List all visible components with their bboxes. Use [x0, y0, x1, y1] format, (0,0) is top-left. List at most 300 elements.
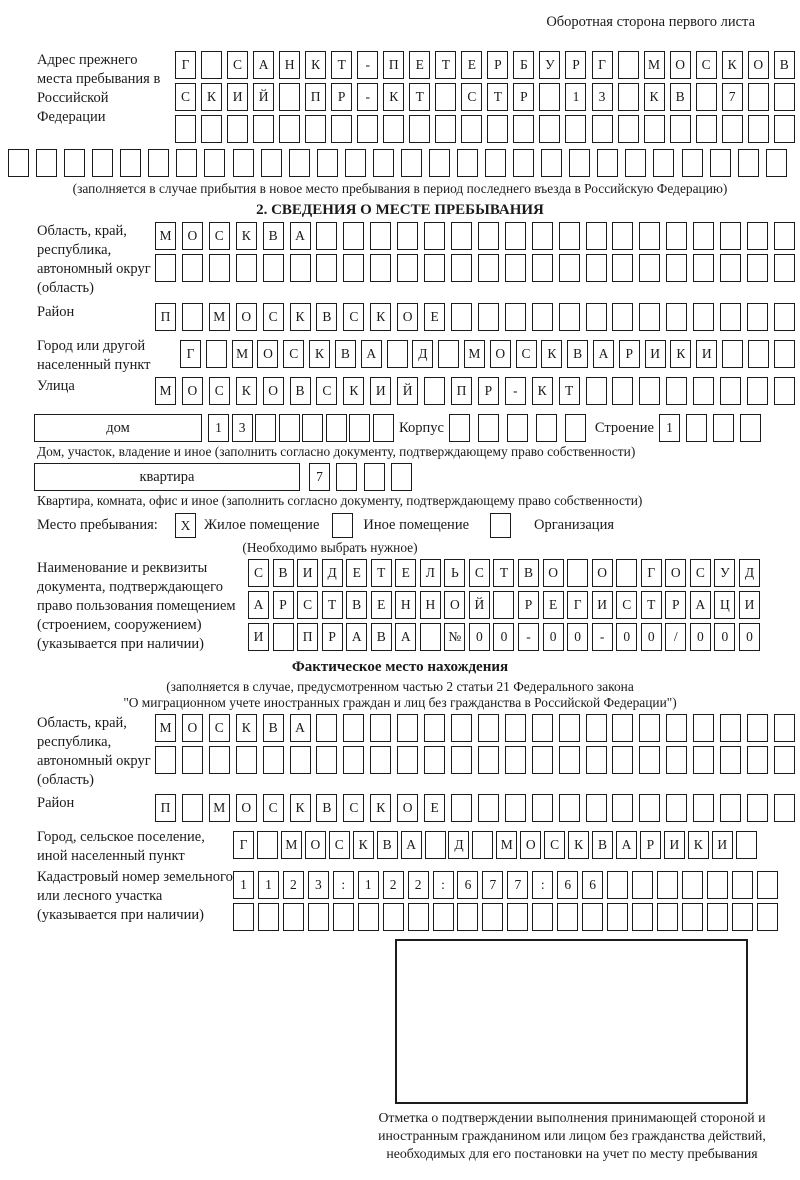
char-box[interactable] — [774, 340, 795, 368]
char-box[interactable] — [616, 559, 637, 587]
char-box[interactable]: Т — [641, 591, 662, 619]
char-box[interactable]: Н — [395, 591, 416, 619]
char-box[interactable] — [8, 149, 29, 177]
char-box[interactable]: М — [155, 714, 176, 742]
char-box[interactable] — [64, 149, 85, 177]
char-box[interactable]: 0 — [616, 623, 637, 651]
char-box[interactable]: О — [182, 714, 203, 742]
char-box[interactable] — [358, 903, 379, 931]
char-box[interactable] — [233, 903, 254, 931]
char-box[interactable] — [283, 903, 304, 931]
char-box[interactable] — [536, 414, 557, 442]
char-box[interactable]: К — [644, 83, 665, 111]
char-box[interactable]: 1 — [659, 414, 680, 442]
char-box[interactable] — [532, 746, 553, 774]
char-box[interactable]: Й — [253, 83, 274, 111]
char-box[interactable] — [120, 149, 141, 177]
char-box[interactable]: Д — [322, 559, 343, 587]
char-box[interactable] — [201, 51, 222, 79]
char-box[interactable] — [182, 794, 203, 822]
char-box[interactable] — [451, 303, 472, 331]
char-box[interactable]: Р — [565, 51, 586, 79]
char-box[interactable] — [236, 746, 257, 774]
char-box[interactable] — [532, 714, 553, 742]
char-box[interactable]: С — [696, 51, 717, 79]
char-box[interactable]: П — [155, 303, 176, 331]
char-box[interactable] — [612, 254, 633, 282]
char-box[interactable]: И — [712, 831, 733, 859]
char-box[interactable] — [316, 714, 337, 742]
char-box[interactable]: Й — [397, 377, 418, 405]
char-box[interactable]: М — [232, 340, 253, 368]
char-box[interactable]: Л — [420, 559, 441, 587]
char-box[interactable]: К — [236, 377, 257, 405]
char-box[interactable]: Д — [448, 831, 469, 859]
char-box[interactable] — [693, 222, 714, 250]
char-box[interactable] — [565, 115, 586, 143]
char-box[interactable]: Г — [592, 51, 613, 79]
char-box[interactable] — [722, 115, 743, 143]
char-box[interactable] — [774, 377, 795, 405]
char-box[interactable]: С — [297, 591, 318, 619]
char-box[interactable] — [774, 222, 795, 250]
char-box[interactable]: 0 — [493, 623, 514, 651]
char-box[interactable] — [666, 377, 687, 405]
char-box[interactable] — [597, 149, 618, 177]
char-box[interactable] — [233, 149, 254, 177]
char-box[interactable] — [693, 746, 714, 774]
char-box[interactable]: 6 — [557, 871, 578, 899]
char-box[interactable]: М — [209, 303, 230, 331]
char-box[interactable]: В — [670, 83, 691, 111]
char-box[interactable] — [409, 115, 430, 143]
char-box[interactable]: Ь — [444, 559, 465, 587]
char-box[interactable]: К — [290, 303, 311, 331]
char-box[interactable]: В — [377, 831, 398, 859]
char-box[interactable] — [451, 794, 472, 822]
char-box[interactable] — [592, 115, 613, 143]
char-box[interactable]: К — [290, 794, 311, 822]
char-box[interactable] — [607, 871, 628, 899]
char-box[interactable] — [586, 254, 607, 282]
char-box[interactable]: С — [544, 831, 565, 859]
char-box[interactable] — [425, 831, 446, 859]
char-box[interactable] — [478, 794, 499, 822]
char-box[interactable] — [732, 903, 753, 931]
char-box[interactable] — [478, 714, 499, 742]
char-box[interactable] — [279, 115, 300, 143]
char-box[interactable]: П — [451, 377, 472, 405]
char-box[interactable] — [639, 714, 660, 742]
char-box[interactable] — [209, 254, 230, 282]
char-box[interactable]: Е — [409, 51, 430, 79]
char-box[interactable] — [343, 222, 364, 250]
char-box[interactable] — [451, 714, 472, 742]
char-box[interactable]: П — [297, 623, 318, 651]
checkbox-inoe[interactable] — [332, 513, 353, 538]
char-box[interactable] — [478, 746, 499, 774]
char-box[interactable] — [644, 115, 665, 143]
char-box[interactable]: В — [273, 559, 294, 587]
char-box[interactable]: Е — [395, 559, 416, 587]
char-box[interactable] — [201, 115, 222, 143]
char-box[interactable] — [263, 254, 284, 282]
char-box[interactable]: А — [346, 623, 367, 651]
char-box[interactable] — [397, 222, 418, 250]
char-box[interactable] — [696, 115, 717, 143]
char-box[interactable] — [478, 303, 499, 331]
char-box[interactable] — [383, 115, 404, 143]
char-box[interactable] — [766, 149, 787, 177]
char-box[interactable]: А — [593, 340, 614, 368]
char-box[interactable] — [612, 303, 633, 331]
char-box[interactable]: С — [263, 303, 284, 331]
char-box[interactable]: К — [568, 831, 589, 859]
char-box[interactable] — [391, 463, 412, 491]
char-box[interactable] — [639, 303, 660, 331]
char-box[interactable] — [720, 222, 741, 250]
char-box[interactable]: С — [209, 714, 230, 742]
char-box[interactable] — [236, 254, 257, 282]
char-box[interactable] — [449, 414, 470, 442]
char-box[interactable] — [505, 222, 526, 250]
char-box[interactable] — [513, 149, 534, 177]
char-box[interactable]: О — [670, 51, 691, 79]
char-box[interactable] — [740, 414, 761, 442]
char-box[interactable]: Е — [371, 591, 392, 619]
char-box[interactable] — [424, 222, 445, 250]
char-box[interactable] — [438, 340, 459, 368]
char-box[interactable] — [532, 303, 553, 331]
char-box[interactable] — [541, 149, 562, 177]
char-box[interactable]: Р — [322, 623, 343, 651]
char-box[interactable] — [639, 746, 660, 774]
char-box[interactable] — [336, 463, 357, 491]
char-box[interactable] — [666, 303, 687, 331]
char-box[interactable]: М — [496, 831, 517, 859]
char-box[interactable]: С — [175, 83, 196, 111]
char-box[interactable] — [722, 340, 743, 368]
char-box[interactable] — [693, 377, 714, 405]
char-box[interactable]: № — [444, 623, 465, 651]
char-box[interactable] — [747, 377, 768, 405]
char-box[interactable]: У — [714, 559, 735, 587]
char-box[interactable]: И — [696, 340, 717, 368]
char-box[interactable] — [370, 254, 391, 282]
char-box[interactable]: Р — [518, 591, 539, 619]
char-box[interactable]: Т — [331, 51, 352, 79]
char-box[interactable]: Е — [424, 794, 445, 822]
char-box[interactable] — [696, 83, 717, 111]
char-box[interactable] — [401, 149, 422, 177]
char-box[interactable]: К — [670, 340, 691, 368]
char-box[interactable] — [565, 414, 586, 442]
char-box[interactable]: Т — [322, 591, 343, 619]
char-box[interactable] — [370, 222, 391, 250]
char-box[interactable]: - — [357, 83, 378, 111]
char-box[interactable] — [612, 746, 633, 774]
char-box[interactable]: : — [333, 871, 354, 899]
char-box[interactable]: М — [209, 794, 230, 822]
char-box[interactable] — [420, 623, 441, 651]
char-box[interactable]: А — [290, 222, 311, 250]
char-box[interactable]: И — [645, 340, 666, 368]
char-box[interactable] — [397, 746, 418, 774]
char-box[interactable] — [625, 149, 646, 177]
char-box[interactable] — [424, 746, 445, 774]
char-box[interactable]: 1 — [208, 414, 229, 442]
char-box[interactable]: И — [297, 559, 318, 587]
char-box[interactable]: : — [532, 871, 553, 899]
char-box[interactable] — [747, 303, 768, 331]
char-box[interactable]: Г — [233, 831, 254, 859]
char-box[interactable] — [720, 714, 741, 742]
char-box[interactable] — [532, 222, 553, 250]
checkbox-zhiloe[interactable]: X — [175, 513, 196, 538]
char-box[interactable] — [693, 303, 714, 331]
char-box[interactable] — [666, 254, 687, 282]
char-box[interactable]: Е — [461, 51, 482, 79]
char-box[interactable]: К — [541, 340, 562, 368]
char-box[interactable] — [559, 794, 580, 822]
char-box[interactable] — [774, 83, 795, 111]
char-box[interactable] — [693, 714, 714, 742]
char-box[interactable] — [559, 254, 580, 282]
char-box[interactable] — [632, 871, 653, 899]
char-box[interactable]: С — [469, 559, 490, 587]
char-box[interactable]: О — [397, 303, 418, 331]
char-box[interactable]: О — [520, 831, 541, 859]
char-box[interactable] — [639, 794, 660, 822]
char-box[interactable] — [316, 222, 337, 250]
char-box[interactable]: - — [505, 377, 526, 405]
char-box[interactable] — [757, 903, 778, 931]
char-box[interactable]: А — [616, 831, 637, 859]
char-box[interactable]: 7 — [309, 463, 330, 491]
char-box[interactable]: Е — [543, 591, 564, 619]
char-box[interactable] — [720, 377, 741, 405]
char-box[interactable] — [586, 794, 607, 822]
char-box[interactable] — [290, 746, 311, 774]
char-box[interactable] — [693, 794, 714, 822]
char-box[interactable] — [478, 254, 499, 282]
char-box[interactable] — [670, 115, 691, 143]
char-box[interactable]: Р — [665, 591, 686, 619]
char-box[interactable] — [539, 83, 560, 111]
char-box[interactable]: С — [283, 340, 304, 368]
char-box[interactable]: О — [543, 559, 564, 587]
char-box[interactable] — [682, 903, 703, 931]
char-box[interactable]: 1 — [565, 83, 586, 111]
char-box[interactable]: С — [343, 794, 364, 822]
char-box[interactable]: П — [383, 51, 404, 79]
char-box[interactable] — [612, 222, 633, 250]
char-box[interactable] — [612, 794, 633, 822]
char-box[interactable]: 3 — [592, 83, 613, 111]
char-box[interactable] — [478, 222, 499, 250]
char-box[interactable]: А — [401, 831, 422, 859]
char-box[interactable]: Д — [412, 340, 433, 368]
char-box[interactable] — [485, 149, 506, 177]
char-box[interactable] — [316, 746, 337, 774]
char-box[interactable] — [457, 149, 478, 177]
char-box[interactable] — [747, 714, 768, 742]
char-box[interactable] — [569, 149, 590, 177]
char-box[interactable]: Г — [175, 51, 196, 79]
char-box[interactable] — [747, 794, 768, 822]
char-box[interactable]: С — [209, 377, 230, 405]
char-box[interactable]: И — [592, 591, 613, 619]
char-box[interactable] — [559, 714, 580, 742]
char-box[interactable]: 0 — [641, 623, 662, 651]
char-box[interactable] — [451, 746, 472, 774]
char-box[interactable] — [206, 340, 227, 368]
char-box[interactable]: В — [774, 51, 795, 79]
char-box[interactable]: Р — [331, 83, 352, 111]
char-box[interactable] — [387, 340, 408, 368]
char-box[interactable]: 1 — [233, 871, 254, 899]
char-box[interactable] — [774, 254, 795, 282]
char-box[interactable] — [326, 414, 347, 442]
char-box[interactable]: К — [236, 222, 257, 250]
char-box[interactable] — [487, 115, 508, 143]
char-box[interactable] — [424, 377, 445, 405]
char-box[interactable]: О — [397, 794, 418, 822]
char-box[interactable]: П — [305, 83, 326, 111]
char-box[interactable]: О — [236, 303, 257, 331]
char-box[interactable] — [435, 115, 456, 143]
char-box[interactable] — [607, 903, 628, 931]
char-box[interactable] — [612, 377, 633, 405]
char-box[interactable]: - — [518, 623, 539, 651]
char-box[interactable] — [774, 303, 795, 331]
char-box[interactable] — [227, 115, 248, 143]
char-box[interactable] — [612, 714, 633, 742]
char-box[interactable]: Т — [487, 83, 508, 111]
char-box[interactable]: О — [665, 559, 686, 587]
char-box[interactable]: Р — [619, 340, 640, 368]
char-box[interactable]: Р — [640, 831, 661, 859]
char-box[interactable] — [747, 222, 768, 250]
char-box[interactable] — [397, 714, 418, 742]
char-box[interactable]: Р — [273, 591, 294, 619]
char-box[interactable] — [482, 903, 503, 931]
char-box[interactable] — [639, 254, 660, 282]
char-box[interactable]: Т — [371, 559, 392, 587]
char-box[interactable] — [373, 149, 394, 177]
char-box[interactable]: Е — [346, 559, 367, 587]
char-box[interactable]: М — [155, 222, 176, 250]
char-box[interactable] — [710, 149, 731, 177]
char-box[interactable] — [682, 149, 703, 177]
char-box[interactable]: К — [688, 831, 709, 859]
char-box[interactable] — [657, 871, 678, 899]
char-box[interactable] — [736, 831, 757, 859]
char-box[interactable] — [209, 746, 230, 774]
char-box[interactable] — [559, 746, 580, 774]
char-box[interactable] — [343, 746, 364, 774]
char-box[interactable]: М — [155, 377, 176, 405]
char-box[interactable]: К — [236, 714, 257, 742]
char-box[interactable] — [747, 746, 768, 774]
char-box[interactable] — [182, 303, 203, 331]
char-box[interactable] — [666, 794, 687, 822]
char-box[interactable]: И — [664, 831, 685, 859]
char-box[interactable] — [433, 903, 454, 931]
char-box[interactable] — [258, 903, 279, 931]
char-box[interactable]: 6 — [457, 871, 478, 899]
char-box[interactable]: Г — [641, 559, 662, 587]
char-box[interactable] — [582, 903, 603, 931]
char-box[interactable] — [532, 903, 553, 931]
char-box[interactable] — [505, 794, 526, 822]
char-box[interactable]: Р — [478, 377, 499, 405]
char-box[interactable] — [713, 414, 734, 442]
char-box[interactable]: 2 — [408, 871, 429, 899]
char-box[interactable] — [618, 83, 639, 111]
char-box[interactable] — [507, 414, 528, 442]
char-box[interactable] — [317, 149, 338, 177]
char-box[interactable]: 7 — [722, 83, 743, 111]
char-box[interactable] — [182, 254, 203, 282]
char-box[interactable]: К — [305, 51, 326, 79]
char-box[interactable]: К — [383, 83, 404, 111]
char-box[interactable]: И — [227, 83, 248, 111]
char-box[interactable] — [757, 871, 778, 899]
char-box[interactable]: Е — [424, 303, 445, 331]
char-box[interactable] — [92, 149, 113, 177]
char-box[interactable] — [505, 714, 526, 742]
char-box[interactable] — [397, 254, 418, 282]
char-box[interactable] — [720, 303, 741, 331]
char-box[interactable]: 7 — [507, 871, 528, 899]
char-box[interactable] — [333, 903, 354, 931]
char-box[interactable] — [255, 414, 276, 442]
char-box[interactable]: Т — [435, 51, 456, 79]
char-box[interactable] — [666, 222, 687, 250]
char-box[interactable]: О — [182, 377, 203, 405]
char-box[interactable] — [289, 149, 310, 177]
char-box[interactable] — [532, 254, 553, 282]
char-box[interactable]: К — [370, 303, 391, 331]
char-box[interactable]: О — [257, 340, 278, 368]
char-box[interactable] — [686, 414, 707, 442]
char-box[interactable] — [345, 149, 366, 177]
char-box[interactable]: 0 — [690, 623, 711, 651]
char-box[interactable] — [451, 222, 472, 250]
char-box[interactable] — [774, 714, 795, 742]
char-box[interactable]: А — [395, 623, 416, 651]
char-box[interactable] — [720, 254, 741, 282]
char-box[interactable]: Ц — [714, 591, 735, 619]
char-box[interactable]: С — [329, 831, 350, 859]
char-box[interactable]: С — [343, 303, 364, 331]
char-box[interactable]: 1 — [358, 871, 379, 899]
char-box[interactable] — [513, 115, 534, 143]
char-box[interactable] — [539, 115, 560, 143]
char-box[interactable] — [653, 149, 674, 177]
char-box[interactable] — [273, 623, 294, 651]
char-box[interactable]: К — [353, 831, 374, 859]
char-box[interactable]: С — [461, 83, 482, 111]
char-box[interactable]: К — [201, 83, 222, 111]
char-box[interactable] — [738, 149, 759, 177]
char-box[interactable] — [308, 903, 329, 931]
char-box[interactable] — [316, 254, 337, 282]
char-box[interactable] — [507, 903, 528, 931]
char-box[interactable]: М — [644, 51, 665, 79]
char-box[interactable] — [357, 115, 378, 143]
